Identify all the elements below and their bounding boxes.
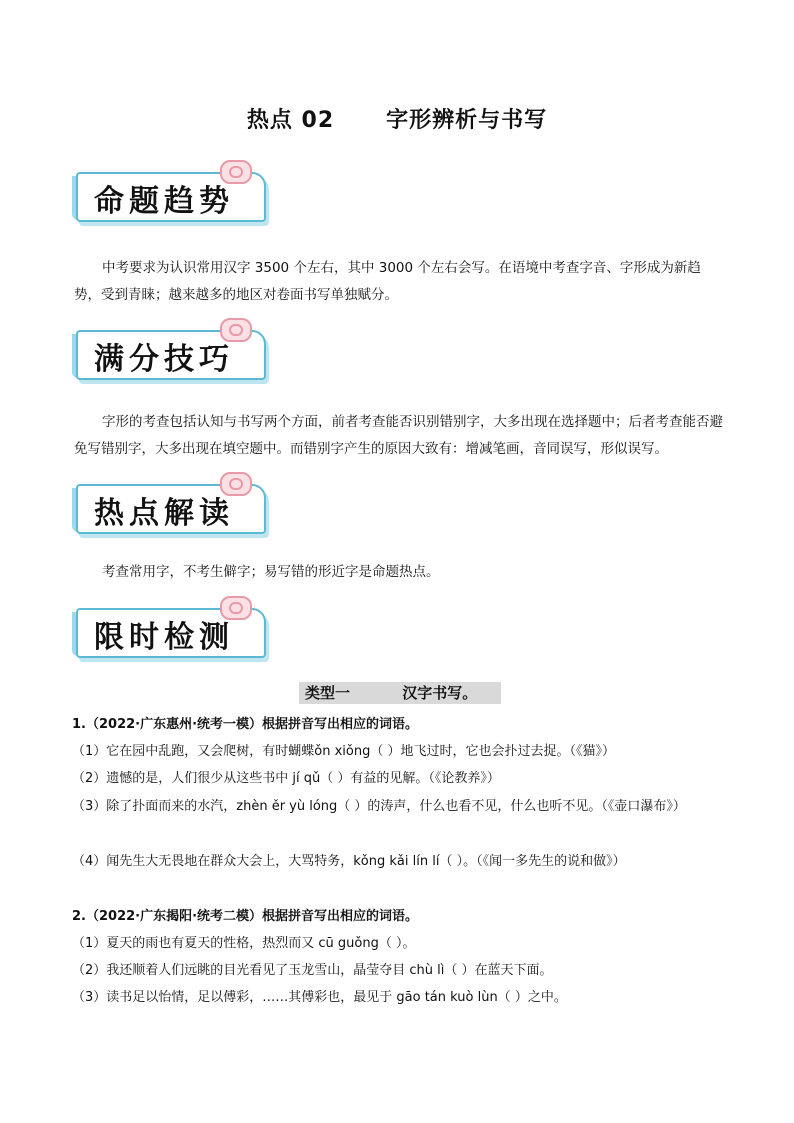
banner-timed-test [72,596,272,662]
question-1-item-3: （3）除了扑面而来的水汽，zhèn ěr yù lóng（ ）的涛声，什么也看不见，什么也听不见。（《壶口瀑布》） [72,799,686,814]
paragraph-tips: 字形的考查包括认知与书写两个方面，前者考查能否识别错别字，大多出现在选择题中；后者考查能否避免写错别字，大多出现在填空题中。而错别字产生的原因大致有：增减笔画，音同误写，形似误写。 [74,414,723,457]
type-heading: 类型一 汉字书写。 [299,682,501,704]
page-title: 热点 02 字形辨析与书写 [246,108,548,133]
banner-hotspot-interpretation [72,472,272,538]
question-2-item-1: （1）夏天的雨也有夏天的性格，热烈而又 cū guǒng（ ）。 [72,936,416,951]
paragraph-interpretation: 考查常用字，不考生僻字；易写错的形近字是命题热点。 [102,564,440,580]
question-1-title: 1.（2022·广东惠州·统考一模）根据拼音写出相应的词语。 [72,717,419,732]
banner-proposition-trend [72,160,272,226]
banner-label: 限时检测 [94,620,234,655]
question-1-item-1: （1）它在园中乱跑，又会爬树，有时蝴蝶ǒn xiǒng（ ）地飞过时，它也会扑过去捉。（《猫》） [72,744,615,759]
banner-label: 满分技巧 [94,342,234,377]
question-1-item-2: （2）遗憾的是，人们很少从这些书中 jí qǔ（ ）有益的见解。（《论教养》） [72,771,500,786]
question-2-item-3: （3）读书足以怡情，足以傅彩，……其傅彩也，最见于 gāo tán kuò lùn（ ）之中。 [72,990,567,1005]
question-1-item-4: （4）闻先生大无畏地在群众大会上，大骂特务，kǒng kǎi lín lí（ ）。（《闻一多先生的说和做》） [72,854,626,869]
banner-label: 热点解读 [94,496,234,531]
paragraph-trend: 中考要求为认识常用汉字 3500 个左右，其中 3000 个左右会写。在语境中考查字音、字形成为新趋势，受到青睐；越来越多的地区对卷面书写单独赋分。 [74,260,701,303]
question-2-item-2: （2）我还顺着人们远眺的目光看见了玉龙雪山，晶莹夺目 chù lì（ ）在蓝天下面。 [72,963,553,978]
question-2-title: 2.（2022·广东揭阳·统考二模）根据拼音写出相应的词语。 [72,909,419,924]
banner-label: 命题趋势 [94,184,234,219]
banner-full-score-tips [72,318,272,384]
